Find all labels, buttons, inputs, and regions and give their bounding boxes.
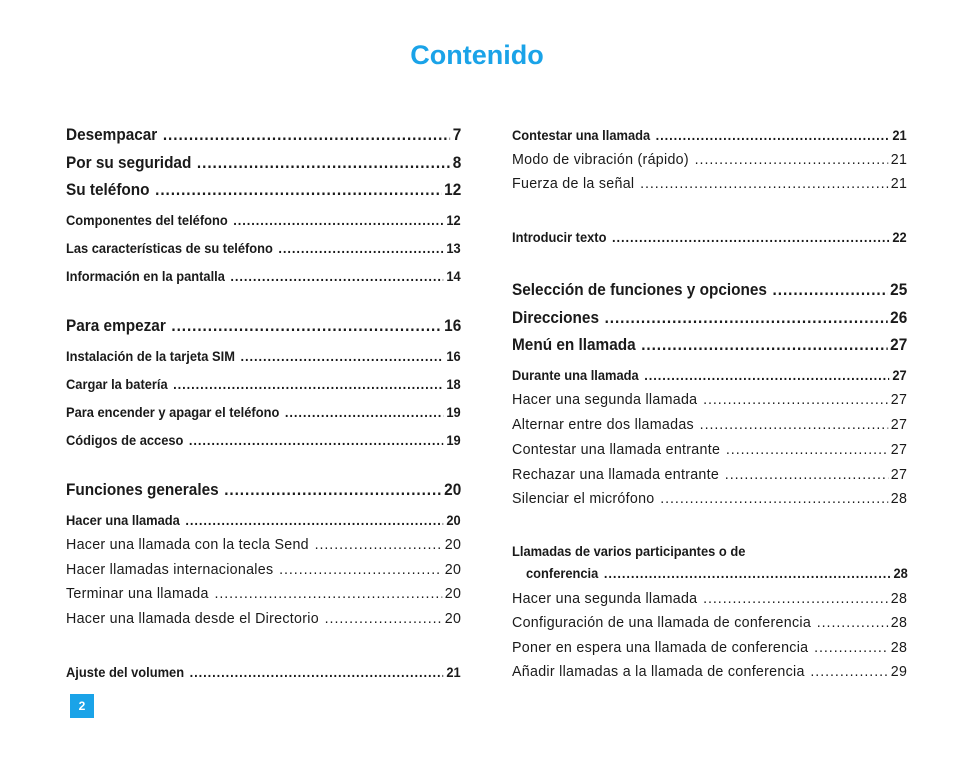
- toc-entry[interactable]: Hacer una segunda llamada ..... 28: [512, 590, 907, 607]
- toc-entry[interactable]: Ajuste del volumen ..... 21: [66, 664, 461, 680]
- toc-entry[interactable]: Códigos de acceso ..... 19: [66, 432, 461, 448]
- toc-entry[interactable]: Cargar la batería ..... 18: [66, 376, 461, 392]
- toc-entry-first-line[interactable]: Llamadas de varios participantes o de: [512, 543, 746, 559]
- toc-entry[interactable]: Por su seguridad ..... 8: [66, 154, 461, 173]
- toc-entry[interactable]: Rechazar una llamada entrante ..... 27: [512, 466, 907, 483]
- toc-entry[interactable]: Menú en llamada ..... 27: [512, 336, 907, 355]
- toc-entry[interactable]: Funciones generales ..... 20: [66, 481, 461, 500]
- toc-entry[interactable]: Hacer una llamada con la tecla Send ..... 20: [66, 536, 461, 553]
- toc-entry[interactable]: Desempacar ..... 7: [66, 126, 461, 145]
- toc-entry[interactable]: Para empezar ..... 16: [66, 317, 461, 336]
- toc-entry[interactable]: Configuración de una llamada de conferencia ..... 28: [512, 614, 907, 631]
- toc-entry[interactable]: Añadir llamadas a la llamada de conferencia ..... 29: [512, 663, 907, 680]
- toc-entry[interactable]: Contestar una llamada ..... 21: [512, 127, 907, 143]
- toc-entry[interactable]: Poner en espera una llamada de conferencia ..... 28: [512, 639, 907, 656]
- page-number-badge: 2: [70, 694, 94, 718]
- toc-entry[interactable]: Alternar entre dos llamadas ..... 27: [512, 416, 907, 433]
- toc-entry[interactable]: Introducir texto ..... 22: [512, 229, 907, 245]
- toc-entry[interactable]: Su teléfono ..... 12: [66, 181, 461, 200]
- toc-entry[interactable]: Hacer una llamada desde el Directorio ..... 20: [66, 610, 461, 627]
- toc-entry[interactable]: Hacer una segunda llamada ..... 27: [512, 391, 907, 408]
- toc-entry[interactable]: Modo de vibración (rápido) ..... 21: [512, 151, 907, 168]
- toc-entry[interactable]: Durante una llamada ..... 27: [512, 367, 907, 383]
- toc-entry[interactable]: Instalación de la tarjeta SIM ..... 16: [66, 348, 461, 364]
- toc-entry[interactable]: conferencia ..... 28: [526, 565, 908, 581]
- toc-entry[interactable]: Hacer una llamada ..... 20: [66, 512, 461, 528]
- toc-entry[interactable]: Hacer llamadas internacionales ..... 20: [66, 561, 461, 578]
- toc-entry[interactable]: Fuerza de la señal ..... 21: [512, 175, 907, 192]
- toc-entry[interactable]: Silenciar el micrófono ..... 28: [512, 490, 907, 507]
- page-title: Contenido: [410, 40, 544, 70]
- toc-entry[interactable]: Selección de funciones y opciones ..... 25: [512, 281, 907, 300]
- toc-entry[interactable]: Las características de su teléfono ..... 13: [66, 240, 461, 256]
- toc-entry[interactable]: Direcciones ..... 26: [512, 309, 907, 328]
- toc-entry[interactable]: Terminar una llamada ..... 20: [66, 585, 461, 602]
- toc-entry[interactable]: Componentes del teléfono ..... 12: [66, 212, 461, 228]
- toc-entry[interactable]: Información en la pantalla ..... 14: [66, 268, 461, 284]
- toc-entry[interactable]: Para encender y apagar el teléfono ..... 19: [66, 404, 461, 420]
- toc-entry[interactable]: Contestar una llamada entrante ..... 27: [512, 441, 907, 458]
